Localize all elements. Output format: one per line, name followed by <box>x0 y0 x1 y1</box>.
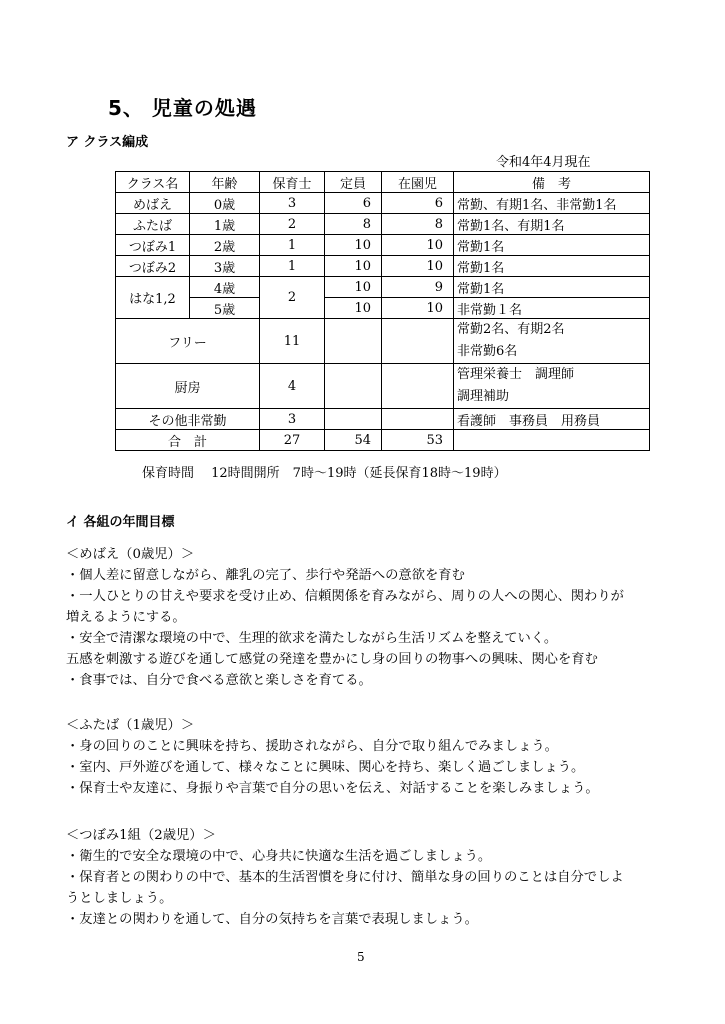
goal-line: ・安全で清潔な環境の中で、生理的欲求を満たしながら生活リズムを整えていく。 <box>66 631 558 646</box>
header-cell: 定員 <box>325 172 382 193</box>
capacity-cell: 10 <box>325 277 382 298</box>
note-line: 管理栄養士 調理師 <box>457 367 575 382</box>
table-row <box>116 364 650 409</box>
table-row <box>116 277 650 298</box>
section-title: 5、 児童の処遇 <box>108 96 257 120</box>
goals-tsubomi1 <box>66 825 624 930</box>
enrolled-cell <box>382 409 454 430</box>
enrolled-cell: 9 <box>382 277 454 298</box>
note-line: 調理補助 <box>457 389 510 404</box>
capacity-cell: 6 <box>325 193 382 214</box>
class-name-cell: はな1,2 <box>116 277 190 319</box>
class-name-cell: めばえ <box>116 193 190 214</box>
capacity-cell <box>325 319 382 364</box>
goal-line: 五感を刺激する遊びを通して感覚の発達を豊かにし身の回りの物事への興味、関心を育む <box>66 652 598 667</box>
staff-cell: 2 <box>260 214 325 235</box>
header-cell: 備 考 <box>454 172 650 193</box>
age-cell: 3歳 <box>190 256 260 277</box>
goal-line: ・室内、戸外遊びを通して、様々なことに興味、関心を持ち、楽しく過ごしましょう。 <box>66 760 585 775</box>
table-row <box>116 193 650 214</box>
age-cell: 0歳 <box>190 193 260 214</box>
note-cell: 常勤1名 <box>454 277 650 298</box>
note-line: 非常勤6名 <box>457 344 518 359</box>
goal-line: ・保育者との関わりの中で、基本的生活習慣を身に付け、簡単な身の回りのことは自分でしよ <box>66 870 624 885</box>
header-cell: クラス名 <box>116 172 190 193</box>
table-row <box>116 409 650 430</box>
capacity-cell: 10 <box>325 235 382 256</box>
enrolled-cell: 6 <box>382 193 454 214</box>
class-name-cell: フリー <box>116 319 260 364</box>
note-cell <box>454 319 650 364</box>
goal-line: ・個人差に留意しながら、離乳の完了、歩行や発語への意欲を育む <box>66 568 465 583</box>
table-row <box>116 214 650 235</box>
enrolled-cell <box>382 319 454 364</box>
enrolled-cell: 10 <box>382 235 454 256</box>
staff-cell: 2 <box>260 277 325 319</box>
class-composition-table <box>115 171 650 451</box>
capacity-cell <box>325 364 382 409</box>
note-line: 常勤2名、有期2名 <box>457 322 565 337</box>
class-name-cell: その他非常勤 <box>116 409 260 430</box>
note-cell: 看護師 事務員 用務員 <box>454 409 650 430</box>
class-name-cell: 厨房 <box>116 364 260 409</box>
staff-cell: 27 <box>260 430 325 451</box>
staff-cell: 4 <box>260 364 325 409</box>
capacity-cell: 10 <box>325 256 382 277</box>
subsection-annual-goals: イ 各組の年間目標 <box>66 515 175 530</box>
goal-line: ・身の回りのことに興味を持ち、援助されながら、自分で取り組んでみましょう。 <box>66 739 558 754</box>
staff-cell: 1 <box>260 235 325 256</box>
goals-mebae <box>66 544 624 691</box>
as-of-date: 令和4年4月現在 <box>496 155 591 170</box>
enrolled-cell <box>382 364 454 409</box>
group-heading: ＜ふたば（1歳児）＞ <box>66 718 195 733</box>
staff-cell: 11 <box>260 319 325 364</box>
header-cell: 在園児 <box>382 172 454 193</box>
goals-futaba <box>66 715 599 799</box>
table-total-row <box>116 430 650 451</box>
note-cell <box>454 430 650 451</box>
staff-cell: 1 <box>260 256 325 277</box>
staff-cell: 3 <box>260 409 325 430</box>
age-cell: 5歳 <box>190 298 260 319</box>
goal-line: ・友達との関わりを通して、自分の気持ちを言葉で表現しましょう。 <box>66 912 478 927</box>
goal-line: ・衛生的で安全な環境の中で、心身共に快適な生活を過ごしましょう。 <box>66 849 492 864</box>
class-name-cell: つぼみ1 <box>116 235 190 256</box>
staff-cell: 3 <box>260 193 325 214</box>
operating-hours: 保育時間 12時間開所 7時～19時（延長保育18時～19時） <box>142 466 507 481</box>
goal-line: うとしましょう。 <box>66 891 173 906</box>
class-name-cell: ふたば <box>116 214 190 235</box>
group-heading: ＜めばえ（0歳児）＞ <box>66 547 195 562</box>
age-cell: 4歳 <box>190 277 260 298</box>
table-header-row <box>116 172 650 193</box>
capacity-cell: 8 <box>325 214 382 235</box>
age-cell: 1歳 <box>190 214 260 235</box>
goal-line: ・保育士や友達に、身振りや言葉で自分の思いを伝え、対話することを楽しみましょう。 <box>66 781 599 796</box>
subsection-class-composition: ア クラス編成 <box>66 135 149 150</box>
capacity-cell <box>325 409 382 430</box>
table-row <box>116 256 650 277</box>
age-cell: 2歳 <box>190 235 260 256</box>
goal-line: ・食事では、自分で食べる意欲と楽しさを育てる。 <box>66 673 372 688</box>
header-cell: 保育士 <box>260 172 325 193</box>
table-row <box>116 298 650 319</box>
enrolled-cell: 53 <box>382 430 454 451</box>
note-cell: 常勤1名、有期1名 <box>454 214 650 235</box>
note-cell: 常勤、有期1名、非常勤1名 <box>454 193 650 214</box>
group-heading: ＜つぼみ1組（2歳児）＞ <box>66 828 216 843</box>
header-cell: 年齢 <box>190 172 260 193</box>
total-label-cell: 合 計 <box>116 430 260 451</box>
goal-line: 増えるようにする。 <box>66 610 186 625</box>
capacity-cell: 54 <box>325 430 382 451</box>
note-cell: 常勤1名 <box>454 235 650 256</box>
enrolled-cell: 10 <box>382 298 454 319</box>
table-row <box>116 319 650 364</box>
enrolled-cell: 10 <box>382 256 454 277</box>
table-row <box>116 235 650 256</box>
class-name-cell: つぼみ2 <box>116 256 190 277</box>
note-cell <box>454 364 650 409</box>
enrolled-cell: 8 <box>382 214 454 235</box>
page-number: 5 <box>357 950 365 964</box>
goal-line: ・一人ひとりの甘えや要求を受け止め、信頼関係を育みながら、周りの人への関心、関わりが <box>66 589 624 604</box>
note-cell: 常勤1名 <box>454 256 650 277</box>
capacity-cell: 10 <box>325 298 382 319</box>
note-cell: 非常勤１名 <box>454 298 650 319</box>
